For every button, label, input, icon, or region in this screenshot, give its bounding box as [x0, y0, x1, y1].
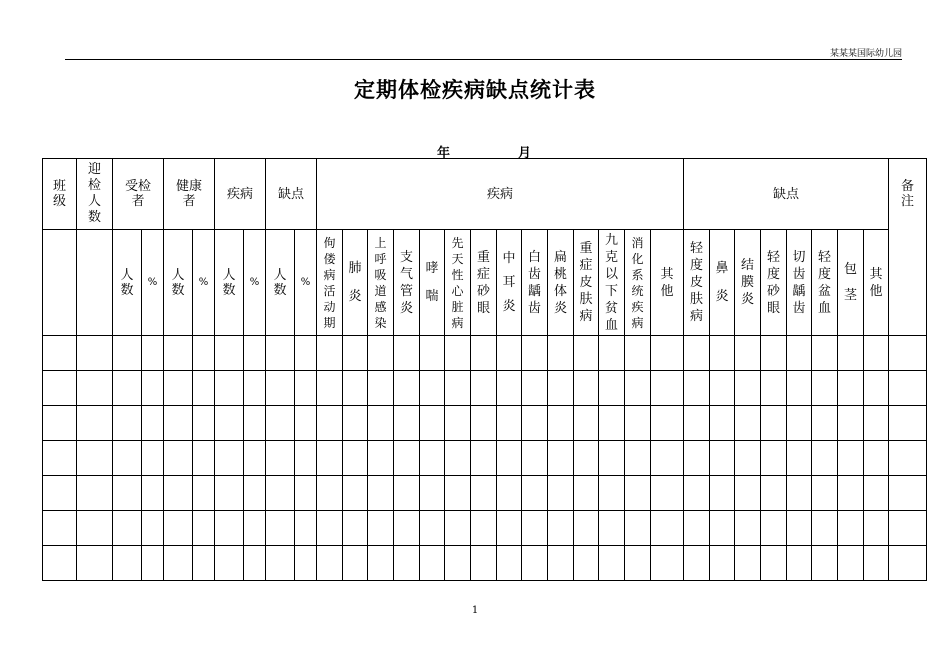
table-cell[interactable]	[651, 441, 684, 476]
table-row	[43, 336, 927, 371]
table-cell[interactable]	[295, 371, 317, 406]
table-cell[interactable]	[244, 511, 266, 546]
table-cell[interactable]	[215, 336, 244, 371]
table-cell[interactable]	[787, 511, 812, 546]
table-cell[interactable]	[113, 336, 142, 371]
table-cell[interactable]	[193, 511, 215, 546]
table-cell[interactable]	[838, 371, 864, 406]
table-cell[interactable]	[343, 546, 368, 581]
defect-phimosis: 包茎	[838, 230, 864, 336]
disease-molar-caries: 白齿龋齿	[522, 230, 548, 336]
table-cell[interactable]	[317, 476, 343, 511]
table-cell[interactable]	[812, 511, 838, 546]
table-cell[interactable]	[548, 511, 574, 546]
table-cell[interactable]	[497, 546, 522, 581]
table-cell[interactable]	[864, 546, 889, 581]
table-cell[interactable]	[787, 406, 812, 441]
table-cell[interactable]	[838, 406, 864, 441]
table-cell[interactable]	[193, 336, 215, 371]
table-row	[43, 406, 927, 441]
table-cell[interactable]	[710, 371, 735, 406]
disease-digestive: 消化系统疾病	[625, 230, 651, 336]
table-cell[interactable]	[471, 546, 497, 581]
table-cell[interactable]	[368, 476, 394, 511]
table-cell[interactable]	[838, 511, 864, 546]
table-cell[interactable]	[266, 336, 295, 371]
table-cell[interactable]	[471, 511, 497, 546]
table-cell[interactable]	[317, 406, 343, 441]
percent-header: %	[142, 230, 164, 336]
table-cell[interactable]	[43, 476, 77, 511]
table-cell[interactable]	[497, 441, 522, 476]
table-cell[interactable]	[599, 511, 625, 546]
table-cell[interactable]	[522, 336, 548, 371]
table-cell[interactable]	[548, 441, 574, 476]
table-cell[interactable]	[684, 476, 710, 511]
table-cell[interactable]	[522, 476, 548, 511]
table-cell[interactable]	[812, 336, 838, 371]
table-cell[interactable]	[164, 336, 193, 371]
defect-other: 其他	[864, 230, 889, 336]
table-cell[interactable]	[445, 546, 471, 581]
table-cell[interactable]	[113, 441, 142, 476]
table-cell[interactable]	[599, 336, 625, 371]
healthy-header: 健康者	[164, 159, 215, 230]
table-cell[interactable]	[838, 476, 864, 511]
class-header: 班级	[43, 159, 77, 230]
table-cell[interactable]	[420, 371, 445, 406]
welcome-count-header: 迎检人数	[77, 159, 113, 230]
table-cell[interactable]	[574, 441, 599, 476]
table-cell[interactable]	[812, 406, 838, 441]
table-cell[interactable]	[497, 336, 522, 371]
table-cell[interactable]	[761, 441, 787, 476]
table-cell[interactable]	[651, 336, 684, 371]
table-cell[interactable]	[317, 336, 343, 371]
organization-name: 某某某国际幼儿园	[829, 49, 902, 59]
table-cell[interactable]	[684, 406, 710, 441]
table-cell[interactable]	[710, 406, 735, 441]
table-cell[interactable]	[193, 371, 215, 406]
people-header: 人数	[164, 230, 193, 336]
table-cell[interactable]	[651, 511, 684, 546]
table-cell[interactable]	[625, 546, 651, 581]
table-cell[interactable]	[548, 406, 574, 441]
table-cell[interactable]	[394, 476, 420, 511]
month-label: 月	[518, 146, 532, 161]
table-cell[interactable]	[625, 406, 651, 441]
defect-rhinitis: 鼻炎	[710, 230, 735, 336]
table-cell[interactable]	[420, 406, 445, 441]
table-cell[interactable]	[889, 476, 927, 511]
table-cell[interactable]	[787, 476, 812, 511]
table-cell[interactable]	[735, 441, 761, 476]
table-cell[interactable]	[625, 441, 651, 476]
table-cell[interactable]	[651, 406, 684, 441]
table-cell[interactable]	[295, 546, 317, 581]
table-cell[interactable]	[295, 336, 317, 371]
table-cell[interactable]	[394, 546, 420, 581]
table-cell[interactable]	[684, 511, 710, 546]
disease-other: 其他	[651, 230, 684, 336]
table-cell[interactable]	[164, 371, 193, 406]
table-cell[interactable]	[864, 406, 889, 441]
table-cell[interactable]	[244, 336, 266, 371]
table-cell[interactable]	[317, 511, 343, 546]
table-cell[interactable]	[625, 371, 651, 406]
table-cell[interactable]	[471, 441, 497, 476]
table-cell[interactable]	[295, 511, 317, 546]
table-cell[interactable]	[889, 546, 927, 581]
table-cell[interactable]	[420, 476, 445, 511]
disease-pneumonia: 肺炎	[343, 230, 368, 336]
table-cell[interactable]	[394, 511, 420, 546]
table-cell[interactable]	[710, 441, 735, 476]
table-cell[interactable]	[142, 546, 164, 581]
table-row	[43, 546, 927, 581]
people-header: 人数	[215, 230, 244, 336]
table-cell[interactable]	[317, 546, 343, 581]
table-cell[interactable]	[787, 336, 812, 371]
disease-group-header: 疾病	[317, 159, 684, 230]
table-cell[interactable]	[266, 476, 295, 511]
table-cell[interactable]	[164, 546, 193, 581]
table-cell[interactable]	[574, 336, 599, 371]
table-cell[interactable]	[599, 406, 625, 441]
table-cell[interactable]	[838, 336, 864, 371]
table-cell[interactable]	[215, 476, 244, 511]
table-cell[interactable]	[522, 511, 548, 546]
table-cell[interactable]	[142, 511, 164, 546]
table-cell[interactable]	[193, 406, 215, 441]
percent-header: %	[193, 230, 215, 336]
table-cell[interactable]	[710, 476, 735, 511]
table-cell[interactable]	[838, 546, 864, 581]
table-cell[interactable]	[864, 511, 889, 546]
table-cell[interactable]	[787, 546, 812, 581]
table-cell[interactable]	[684, 336, 710, 371]
table-cell[interactable]	[735, 511, 761, 546]
table-cell[interactable]	[43, 511, 77, 546]
table-cell[interactable]	[599, 476, 625, 511]
table-cell[interactable]	[548, 476, 574, 511]
disease-congenital-heart: 先天性心脏病	[445, 230, 471, 336]
table-cell[interactable]	[43, 336, 77, 371]
table-cell[interactable]	[735, 546, 761, 581]
table-cell[interactable]	[215, 371, 244, 406]
table-cell[interactable]	[787, 371, 812, 406]
disease-asthma: 哮喘	[420, 230, 445, 336]
table-cell[interactable]	[215, 511, 244, 546]
defect-conjunctivitis: 结膜炎	[735, 230, 761, 336]
table-cell[interactable]	[244, 441, 266, 476]
table-cell[interactable]	[889, 336, 927, 371]
page-number: 1	[471, 605, 479, 616]
table-cell[interactable]	[368, 546, 394, 581]
table-cell[interactable]	[761, 406, 787, 441]
table-cell[interactable]	[142, 441, 164, 476]
year-label: 年	[437, 146, 451, 161]
table-cell[interactable]	[43, 406, 77, 441]
table-cell[interactable]	[43, 546, 77, 581]
disease-rickets: 佝偻病活动期	[317, 230, 343, 336]
defect-count-header: 缺点	[266, 159, 317, 230]
disease-tonsillitis: 扁桃体炎	[548, 230, 574, 336]
table-cell[interactable]	[244, 546, 266, 581]
table-cell[interactable]	[368, 406, 394, 441]
table-cell[interactable]	[77, 546, 113, 581]
table-cell[interactable]	[761, 336, 787, 371]
table-cell[interactable]	[244, 371, 266, 406]
table-cell[interactable]	[445, 406, 471, 441]
table-row	[43, 511, 927, 546]
table-cell[interactable]	[113, 511, 142, 546]
table-cell[interactable]	[445, 441, 471, 476]
table-cell[interactable]	[113, 546, 142, 581]
table-cell[interactable]	[651, 371, 684, 406]
table-cell[interactable]	[812, 476, 838, 511]
table-cell[interactable]	[164, 406, 193, 441]
statistics-table	[42, 158, 927, 581]
table-cell[interactable]	[295, 476, 317, 511]
table-cell[interactable]	[787, 441, 812, 476]
table-cell[interactable]	[77, 371, 113, 406]
disease-severe-trachoma: 重症砂眼	[471, 230, 497, 336]
table-cell[interactable]	[215, 441, 244, 476]
table-cell[interactable]	[864, 336, 889, 371]
table-cell[interactable]	[343, 476, 368, 511]
table-row	[43, 371, 927, 406]
table-cell[interactable]	[394, 441, 420, 476]
disease-count-header: 疾病	[215, 159, 266, 230]
percent-header: %	[244, 230, 266, 336]
table-cell[interactable]	[445, 511, 471, 546]
table-cell[interactable]	[522, 441, 548, 476]
table-cell[interactable]	[142, 371, 164, 406]
table-cell[interactable]	[420, 511, 445, 546]
table-cell[interactable]	[394, 406, 420, 441]
table-cell[interactable]	[889, 371, 927, 406]
table-cell[interactable]	[599, 371, 625, 406]
header-row-sub	[43, 230, 927, 336]
table-cell[interactable]	[864, 371, 889, 406]
table-cell[interactable]	[266, 511, 295, 546]
table-cell[interactable]	[864, 476, 889, 511]
table-cell[interactable]	[710, 511, 735, 546]
table-cell[interactable]	[193, 546, 215, 581]
disease-upper-respiratory: 上呼吸道感染	[368, 230, 394, 336]
table-cell[interactable]	[244, 406, 266, 441]
table-cell[interactable]	[735, 336, 761, 371]
table-cell[interactable]	[368, 336, 394, 371]
table-cell[interactable]	[368, 441, 394, 476]
table-cell[interactable]	[889, 406, 927, 441]
data-rows	[43, 336, 927, 581]
table-cell[interactable]	[77, 511, 113, 546]
examined-header: 受检者	[113, 159, 164, 230]
table-cell[interactable]	[574, 406, 599, 441]
table-cell[interactable]	[812, 371, 838, 406]
table-cell[interactable]	[497, 476, 522, 511]
header-row-top	[43, 159, 927, 230]
table-cell[interactable]	[548, 546, 574, 581]
people-header: 人数	[266, 230, 295, 336]
defect-mild-anemia: 轻度盆血	[812, 230, 838, 336]
table-cell[interactable]	[864, 441, 889, 476]
people-header: 人数	[113, 230, 142, 336]
table-cell[interactable]	[838, 441, 864, 476]
table-cell[interactable]	[522, 371, 548, 406]
table-cell[interactable]	[471, 336, 497, 371]
disease-anemia: 九克以下贫血	[599, 230, 625, 336]
table-cell[interactable]	[193, 441, 215, 476]
table-cell[interactable]	[164, 476, 193, 511]
remarks-header: 备注	[889, 159, 927, 336]
table-cell[interactable]	[684, 441, 710, 476]
table-cell[interactable]	[215, 406, 244, 441]
table-cell[interactable]	[574, 371, 599, 406]
table-cell[interactable]	[77, 406, 113, 441]
table-cell[interactable]	[113, 371, 142, 406]
table-row	[43, 476, 927, 511]
table-cell[interactable]	[317, 441, 343, 476]
empty-cell	[77, 230, 113, 336]
table-cell[interactable]	[420, 441, 445, 476]
table-cell[interactable]	[77, 441, 113, 476]
defect-mild-skin: 轻度皮肤病	[684, 230, 710, 336]
table-cell[interactable]	[394, 336, 420, 371]
table-cell[interactable]	[368, 371, 394, 406]
table-cell[interactable]	[625, 476, 651, 511]
table-cell[interactable]	[497, 371, 522, 406]
table-cell[interactable]	[164, 511, 193, 546]
table-cell[interactable]	[343, 371, 368, 406]
table-cell[interactable]	[244, 476, 266, 511]
table-cell[interactable]	[684, 546, 710, 581]
table-cell[interactable]	[812, 546, 838, 581]
table-cell[interactable]	[625, 511, 651, 546]
table-cell[interactable]	[445, 336, 471, 371]
table-cell[interactable]	[266, 441, 295, 476]
table-cell[interactable]	[761, 371, 787, 406]
table-cell[interactable]	[343, 511, 368, 546]
table-cell[interactable]	[574, 546, 599, 581]
table-cell[interactable]	[77, 336, 113, 371]
table-cell[interactable]	[343, 441, 368, 476]
table-cell[interactable]	[651, 476, 684, 511]
table-cell[interactable]	[394, 371, 420, 406]
table-cell[interactable]	[368, 511, 394, 546]
table-cell[interactable]	[761, 511, 787, 546]
table-cell[interactable]	[113, 476, 142, 511]
table-cell[interactable]	[599, 441, 625, 476]
table-cell[interactable]	[651, 546, 684, 581]
table-cell[interactable]	[471, 476, 497, 511]
table-row	[43, 441, 927, 476]
table-cell[interactable]	[889, 511, 927, 546]
table-cell[interactable]	[266, 406, 295, 441]
table-cell[interactable]	[761, 546, 787, 581]
table-cell[interactable]	[295, 406, 317, 441]
table-cell[interactable]	[77, 476, 113, 511]
defect-group-header: 缺点	[684, 159, 889, 230]
table-cell[interactable]	[497, 406, 522, 441]
table-cell[interactable]	[522, 406, 548, 441]
table-cell[interactable]	[574, 476, 599, 511]
table-cell[interactable]	[471, 406, 497, 441]
table-cell[interactable]	[142, 406, 164, 441]
table-cell[interactable]	[445, 476, 471, 511]
table-cell[interactable]	[710, 546, 735, 581]
table-cell[interactable]	[710, 336, 735, 371]
table-cell[interactable]	[812, 441, 838, 476]
table-cell[interactable]	[548, 336, 574, 371]
percent-header: %	[295, 230, 317, 336]
empty-cell	[43, 230, 77, 336]
table-cell[interactable]	[420, 336, 445, 371]
table-cell[interactable]	[164, 441, 193, 476]
defect-mild-trachoma: 轻度砂眼	[761, 230, 787, 336]
table-cell[interactable]	[735, 406, 761, 441]
table-cell[interactable]	[889, 441, 927, 476]
table-cell[interactable]	[761, 476, 787, 511]
table-cell[interactable]	[522, 546, 548, 581]
table-cell[interactable]	[215, 546, 244, 581]
table-cell[interactable]	[266, 546, 295, 581]
table-cell[interactable]	[445, 371, 471, 406]
table-cell[interactable]	[43, 441, 77, 476]
page-title: 定期体检疾病缺点统计表	[354, 77, 596, 102]
table-cell[interactable]	[43, 371, 77, 406]
table-cell[interactable]	[625, 336, 651, 371]
table-cell[interactable]	[471, 371, 497, 406]
disease-otitis: 中耳炎	[497, 230, 522, 336]
table-cell[interactable]	[193, 476, 215, 511]
table-cell[interactable]	[684, 371, 710, 406]
table-cell[interactable]	[317, 371, 343, 406]
table-cell[interactable]	[548, 371, 574, 406]
table-cell[interactable]	[420, 546, 445, 581]
disease-severe-skin: 重症皮肤病	[574, 230, 599, 336]
table-cell[interactable]	[574, 511, 599, 546]
header-rule	[65, 59, 902, 60]
table-cell[interactable]	[266, 371, 295, 406]
table-cell[interactable]	[599, 546, 625, 581]
table-cell[interactable]	[295, 441, 317, 476]
table-cell[interactable]	[735, 476, 761, 511]
table-cell[interactable]	[142, 336, 164, 371]
table-cell[interactable]	[113, 406, 142, 441]
defect-incisor-caries: 切齿龋齿	[787, 230, 812, 336]
table-cell[interactable]	[343, 336, 368, 371]
disease-bronchitis: 支气管炎	[394, 230, 420, 336]
table-cell[interactable]	[343, 406, 368, 441]
table-cell[interactable]	[497, 511, 522, 546]
table-cell[interactable]	[142, 476, 164, 511]
table-cell[interactable]	[735, 371, 761, 406]
